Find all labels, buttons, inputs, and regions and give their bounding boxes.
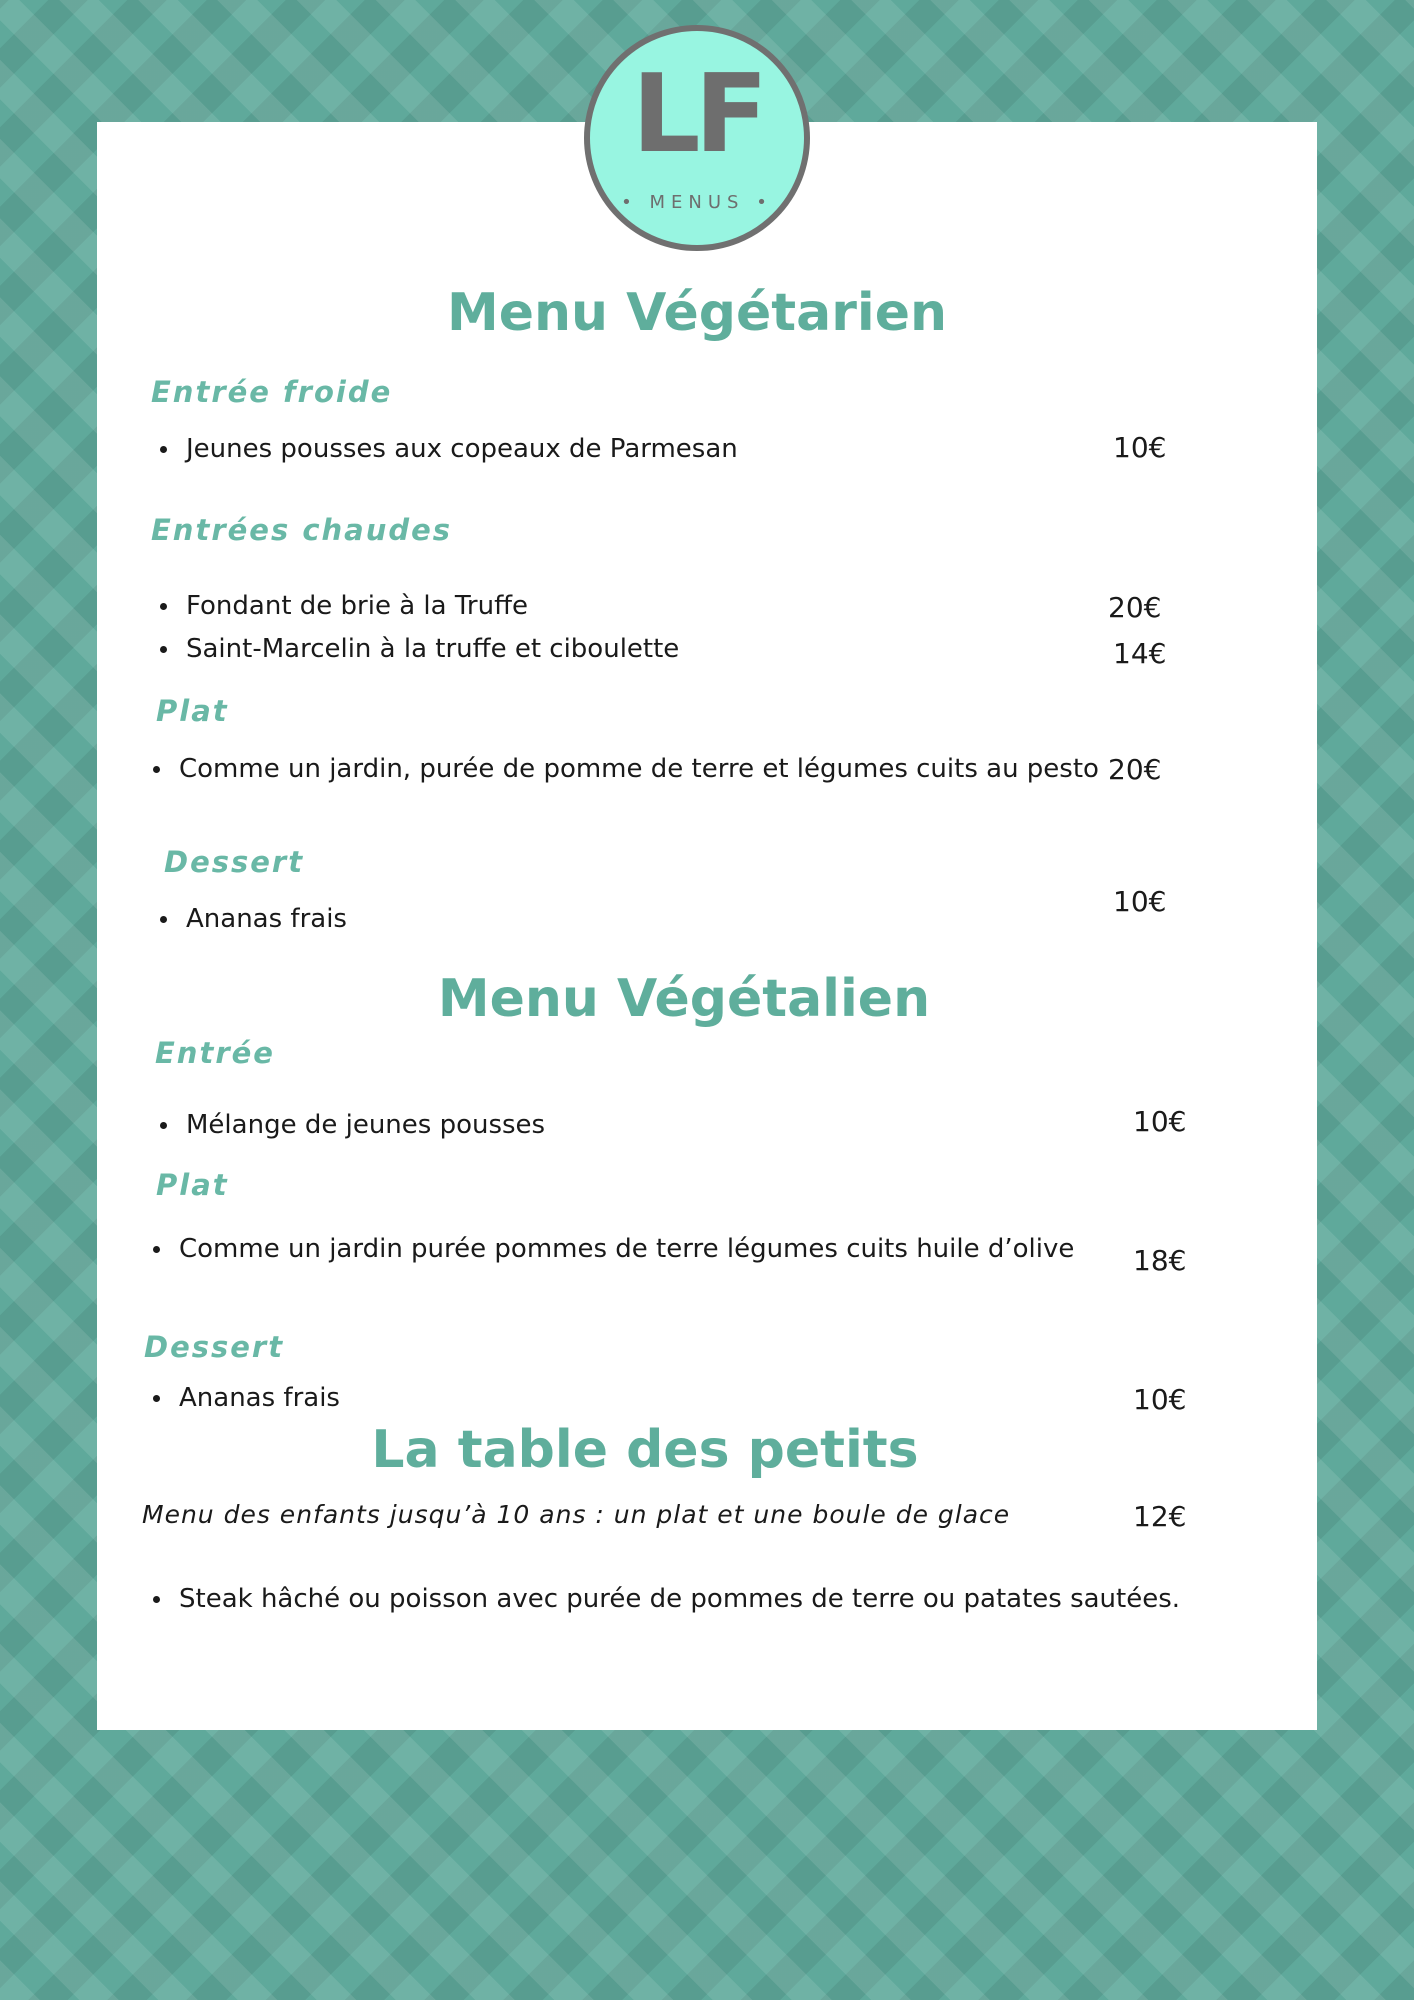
list-item: Comme un jardin, purée de pomme de terre et légumes cuits au pesto [145,748,1139,790]
logo-initials: LF [631,52,763,177]
item-price: 20€ [1108,753,1162,786]
list-item: Ananas frais [152,898,347,940]
dessert-heading: Dessert [164,845,305,879]
list-item: Comme un jardin purée pommes de terre légumes cuits huile d’olive [145,1228,1099,1270]
list-item: Mélange de jeunes pousses [152,1104,545,1146]
entree-froide-heading: Entrée froide [151,375,393,409]
list-item: Fondant de brie à la Truffe [152,585,528,627]
item-price: 10€ [1133,1105,1187,1138]
item-price: 18€ [1133,1244,1187,1277]
entree-heading: Entrée [155,1036,275,1070]
list-item: Steak hâché ou poisson avec purée de pommes de terre ou patates sautées. [145,1578,1199,1620]
plat-heading: Plat [156,694,229,728]
item-price: 20€ [1108,591,1162,624]
logo [584,25,810,251]
list-item: Jeunes pousses aux copeaux de Parmesan [152,428,738,470]
item-price: 10€ [1133,1383,1187,1416]
list-item: Saint-Marcelin à la truffe et ciboulette [152,628,679,670]
plat-heading: Plat [156,1168,229,1202]
logo-subtitle: • MENUS • [621,192,773,213]
item-price: 14€ [1113,637,1167,670]
entrees-chaudes-heading: Entrées chaudes [151,513,453,547]
item-price: 10€ [1113,885,1167,918]
kids-menu-note: Menu des enfants jusqu’à 10 ans : un plat et une boule de glace [142,1500,1011,1529]
item-price: 12€ [1133,1500,1187,1533]
petits-title: La table des petits [371,1420,919,1480]
item-price: 10€ [1113,431,1167,464]
vegetalien-title: Menu Végétalien [437,969,931,1029]
vegetarien-title: Menu Végétarien [446,283,948,343]
dessert-heading: Dessert [144,1330,285,1364]
list-item: Ananas frais [145,1377,340,1419]
